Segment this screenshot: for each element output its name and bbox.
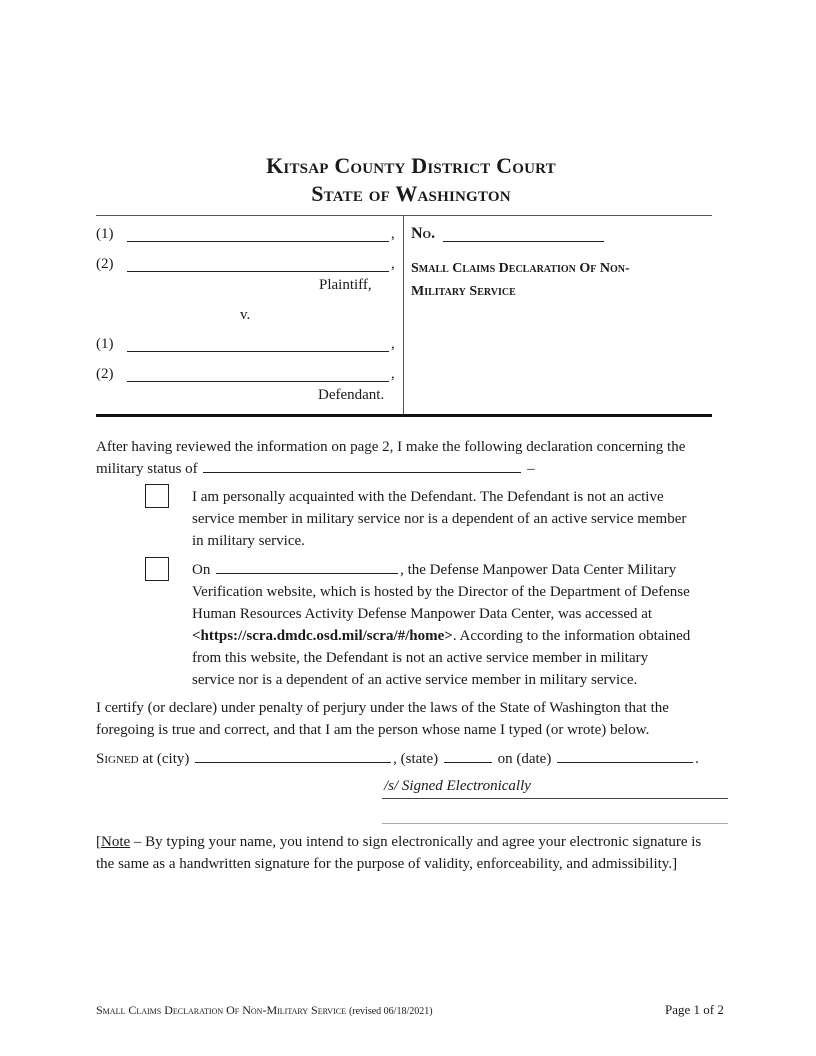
signed-line-period: . (695, 751, 699, 767)
option2-line3: Human Resources Activity Defense Manpower Data Center, was accessed at (192, 606, 653, 622)
date-label: on (date) (497, 751, 552, 767)
electronic-signature[interactable]: /s/ Signed Electronically (384, 778, 531, 794)
document-title-line2: Military Service (411, 284, 516, 299)
option2-line1-suffix: , the Defense Manpower Data Center Military (400, 562, 677, 578)
date-field[interactable] (557, 761, 693, 763)
option1-line1: I am personally acquainted with the Defendant. The Defendant is not an active (192, 489, 664, 505)
acquainted-checkbox[interactable] (145, 484, 169, 508)
plaintiff-1-field[interactable] (127, 241, 389, 242)
versus-label: v. (240, 307, 251, 323)
defendant-2-comma: , (391, 366, 395, 382)
defendant-2-number: (2) (96, 366, 114, 382)
option2-line4-suffix: . According to the information obtained (452, 628, 691, 644)
state-field[interactable] (444, 761, 492, 763)
city-field[interactable] (195, 761, 391, 763)
note-open-bracket: [ (96, 834, 101, 850)
caption-bottom-rule (96, 414, 712, 417)
option2-on-label: On (192, 562, 211, 578)
plaintiff-2-field[interactable] (127, 271, 389, 272)
case-number-field[interactable] (443, 241, 604, 242)
option2-line4 (192, 625, 690, 647)
option1-line2: service member in military service nor is a dependent of an active service member (192, 511, 687, 527)
plaintiff-1-number: (1) (96, 226, 114, 242)
defendant-1-field[interactable] (127, 351, 389, 352)
footer-title-block (96, 1003, 433, 1018)
option2-line6: service nor is a dependent of an active service member in military service. (192, 672, 638, 688)
court-state: State of Washington (311, 181, 511, 206)
plaintiff-1-comma: , (391, 226, 395, 242)
intro-line2 (96, 458, 535, 480)
intro-line2-suffix: – (527, 461, 535, 477)
signed-line (96, 748, 699, 770)
caption-top-rule (96, 215, 712, 216)
scra-url-link[interactable]: <https://scra.dmdc.osd.mil/scra/#/home> (192, 628, 453, 644)
caption-divider (403, 215, 404, 415)
defendant-2-field[interactable] (127, 381, 389, 382)
footer-title: Small Claims Declaration Of Non-Military Service (96, 1003, 346, 1017)
intro-line1: After having reviewed the information on page 2, I make the following declaration concerning the (96, 439, 686, 455)
plaintiff-label: Plaintiff, (319, 277, 372, 293)
note-line2: the same as a handwritten signature for the purpose of validity, enforceability, and admissibility.] (96, 856, 678, 872)
signature-rule (382, 798, 728, 799)
note-word: Note (101, 834, 131, 850)
footer-page-number: Page 1 of 2 (665, 1002, 724, 1017)
document-title-line1: Small Claims Declaration Of Non- (411, 261, 630, 276)
court-name: Kitsap County District Court (266, 153, 556, 178)
option2-line2: Verification website, which is hosted by the Director of the Department of Defense (192, 584, 690, 600)
defendant-1-comma: , (391, 336, 395, 352)
certification-line2: foregoing is true and correct, and that I am the person whose name I typed (or wrote) below. (96, 722, 650, 738)
defendant-label: Defendant. (318, 387, 385, 403)
plaintiff-2-comma: , (391, 256, 395, 272)
city-label: at (city) (142, 751, 190, 767)
defendant-1-number: (1) (96, 336, 114, 352)
military-status-name-field[interactable] (203, 471, 521, 473)
website-checkbox[interactable] (145, 557, 169, 581)
access-date-field[interactable] (216, 572, 398, 574)
option2-line5: from this website, the Defendant is not an active service member in military (192, 650, 649, 666)
footer-revised: (revised 06/18/2021) (348, 1006, 433, 1017)
name-rule[interactable] (382, 823, 728, 824)
certification-line1: I certify (or declare) under penalty of perjury under the laws of the State of Washington that the (96, 700, 669, 716)
plaintiff-2-number: (2) (96, 256, 114, 272)
intro-line2-prefix: military status of (96, 461, 198, 477)
case-number-label: No. (411, 225, 436, 242)
option2-line1 (192, 559, 676, 581)
option1-line3: in military service. (192, 533, 305, 549)
state-label: , (state) (393, 751, 439, 767)
signed-label: Signed (96, 751, 139, 767)
note-line1 (96, 831, 701, 853)
note-line1-rest: – By typing your name, you intend to sign electronically and agree your electronic signature is (130, 834, 702, 850)
